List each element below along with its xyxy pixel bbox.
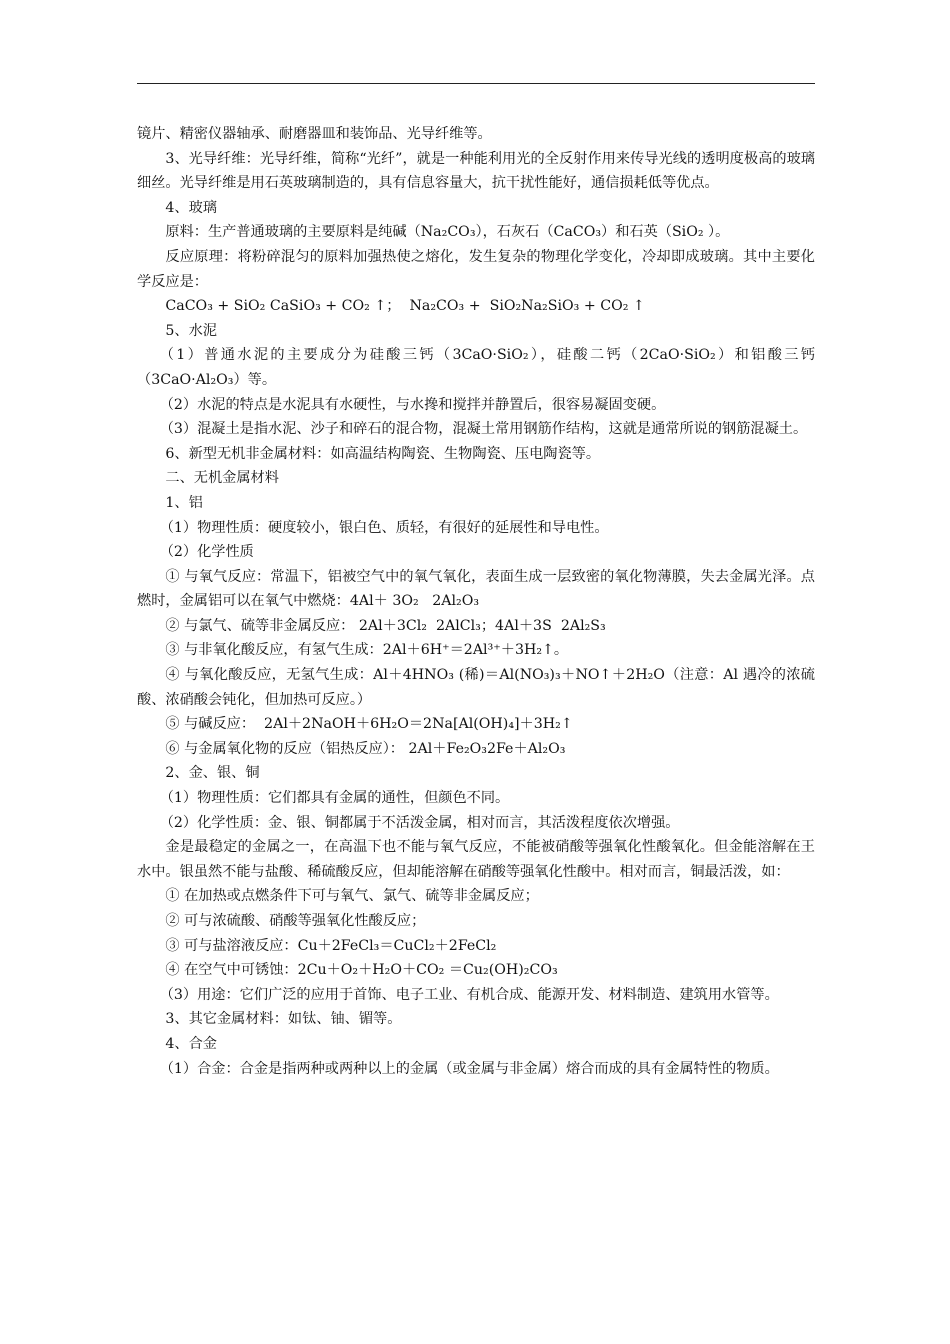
paragraph: （1）物理性质：它们都具有金属的通性，但颜色不同。 [159, 790, 510, 807]
paragraph: （3）用途：它们广泛的应用于首饰、电子工业、有机合成、能源开发、材料制造、建筑用水管等。 [159, 986, 779, 1003]
list-item: ④ 在空气中可锈蚀：2Cu＋O₂＋H₂O＋CO₂ ＝Cu₂(OH)₂CO₃ [165, 962, 558, 979]
section-heading: 1、铝 [165, 494, 203, 511]
list-item: ③ 与非氧化酸反应，有氢气生成：2Al＋6H⁺＝2Al³⁺＋3H₂↑。 [165, 642, 569, 659]
paragraph: （1）合金：合金是指两种或两种以上的金属（或金属与非金属）熔合而成的具有金属特性的物质。 [159, 1060, 779, 1077]
list-item: ③ 可与盐溶液反应：Cu＋2FeCl₃＝CuCl₂＋2FeCl₂ [165, 937, 497, 954]
paragraph: （2）水泥的特点是水泥具有水硬性，与水搀和搅拌并静置后，很容易凝固变硬。 [159, 396, 666, 413]
list-item: ① 与氧气反应：常温下，铝被空气中的氧气氧化，表面生成一层致密的氧化物薄膜，失去金属光泽。点燃时，金属铝可以在氧气中燃烧：4Al＋ 3O₂ 2Al₂O₃ [137, 568, 815, 610]
paragraph: 3、其它金属材料：如钛、铀、镅等。 [165, 1011, 402, 1028]
section-heading: 二、无机金属材料 [165, 470, 279, 487]
paragraph: （1）普通水泥的主要成分为硅酸三钙（3CaO·SiO₂），硅酸二钙（2CaO·SiO₂）和铝酸三钙（3CaO·Al₂O₃）等。 [137, 347, 815, 388]
header-rule [137, 83, 815, 84]
paragraph: 反应原理：将粉碎混匀的原料加强热使之熔化，发生复杂的物理化学变化，冷却即成玻璃。其中主要化学反应是： [137, 248, 815, 290]
equation-line: CaCO₃ + SiO₂ CaSiO₃ + CO₂ ↑； Na₂CO₃ + SiO₂Na₂SiO₃ + CO₂ ↑ [165, 298, 645, 315]
paragraph: （1）物理性质：硬度较小，银白色、质轻，有很好的延展性和导电性。 [159, 519, 609, 536]
paragraph: （2）化学性质 [159, 544, 254, 561]
list-item: ④ 与氧化酸反应，无氢气生成：Al＋4HNO₃ (稀)＝Al(NO₃)₃＋NO↑＋2H₂O（注意：Al 遇冷的浓硫酸、浓硝酸会钝化，但加热可反应。） [137, 667, 815, 708]
paragraph: 金是最稳定的金属之一，在高温下也不能与氧气反应，不能被硝酸等强氧化性酸氧化。但金能溶解在王水中。银虽然不能与盐酸、稀硫酸反应，但却能溶解在硝酸等强氧化性酸中。相对而言，铜最活泼，如： [137, 839, 815, 880]
paragraph: 镜片、精密仪器轴承、耐磨器皿和装饰品、光导纤维等。 [137, 126, 492, 142]
paragraph: 原料：生产普通玻璃的主要原料是纯碱（Na₂CO₃），石灰石（CaCO₃）和石英（SiO₂ ）。 [165, 224, 730, 241]
section-heading: 4、合金 [165, 1035, 217, 1052]
section-heading: 5、水泥 [165, 322, 217, 339]
paragraph: （2）化学性质：金、银、铜都属于不活泼金属，相对而言，其活泼程度依次增强。 [159, 814, 680, 831]
section-heading: 4、玻璃 [165, 199, 217, 216]
paragraph: 3、光导纤维：光导纤维，简称“光纤”，就是一种能利用光的全反射作用来传导光线的透明度极高的玻璃细丝。光导纤维是用石英玻璃制造的，具有信息容量大，抗干扰性能好，通信损耗低等优点。 [137, 150, 815, 192]
section-heading: 2、金、银、铜 [165, 765, 260, 782]
list-item: ⑤ 与碱反应： 2Al＋2NaOH＋6H₂O＝2Na[Al(OH)₄]＋3H₂↑ [165, 716, 573, 733]
paragraph: （3）混凝土是指水泥、沙子和碎石的混合物，混凝土常用钢筋作结构，这就是通常所说的钢筋混凝土。 [159, 421, 808, 438]
document-body [137, 122, 815, 1081]
list-item: ② 可与浓硫酸、硝酸等强氧化性酸反应； [165, 913, 426, 929]
list-item: ① 在加热或点燃条件下可与氧气、氯气、硫等非金属反应； [165, 888, 539, 905]
list-item: ⑥ 与金属氧化物的反应（铝热反应）： 2Al＋Fe₂O₃2Fe＋Al₂O₃ [165, 740, 566, 757]
paragraph: 6、新型无机非金属材料：如高温结构陶瓷、生物陶瓷、压电陶瓷等。 [165, 445, 601, 462]
list-item: ② 与氯气、硫等非金属反应： 2Al＋3Cl₂ 2AlCl₃；4Al＋3S 2Al₂S₃ [165, 617, 606, 634]
